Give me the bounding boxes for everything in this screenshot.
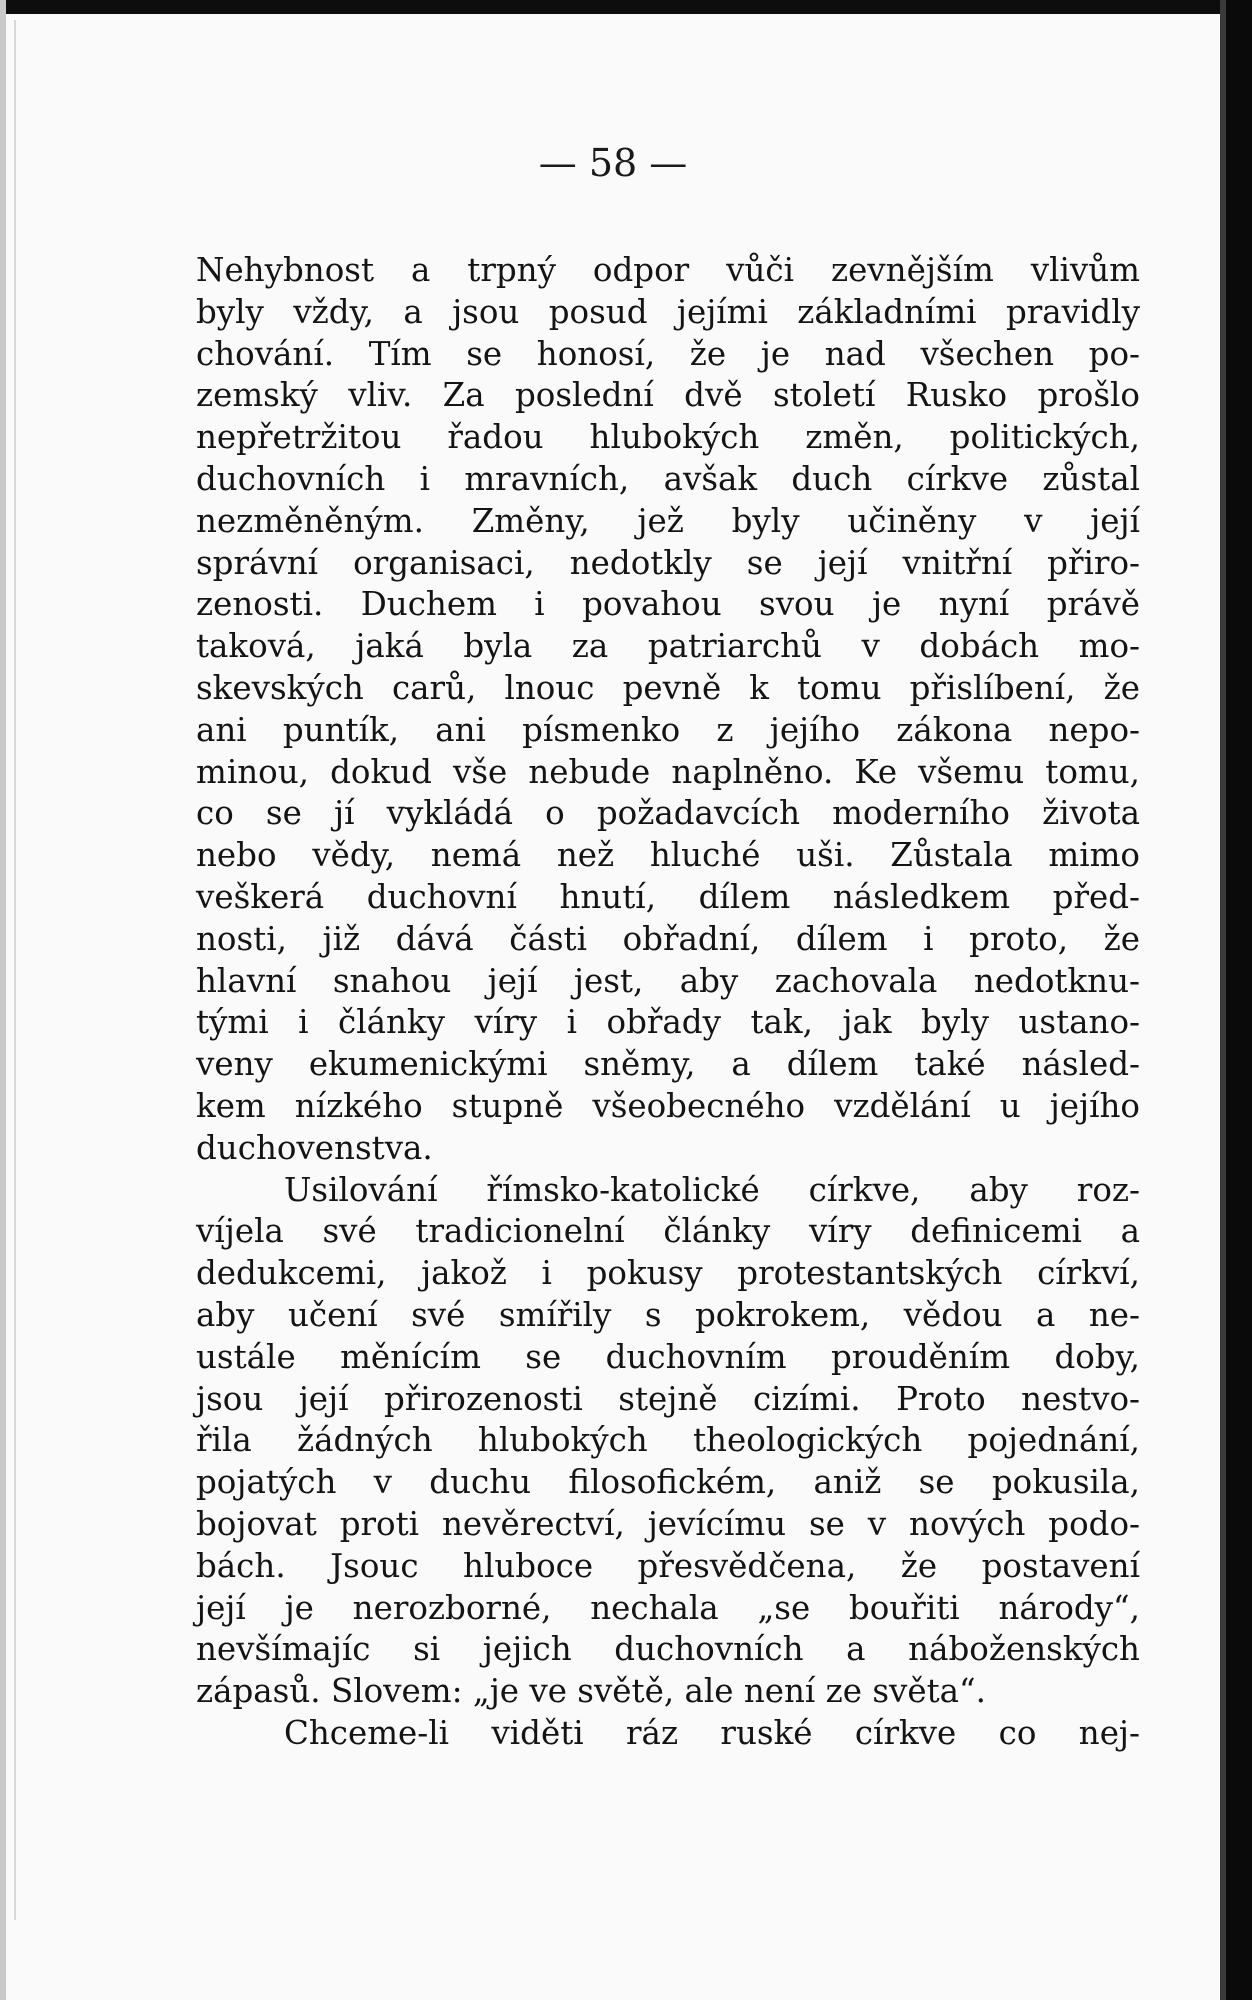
text-line: minou, dokud vše nebude naplněno. Ke všemu tomu, bbox=[196, 752, 1140, 791]
text-line: řila žádných hlubokých theologických pojednání, bbox=[196, 1421, 1140, 1460]
page-number: — 58 — bbox=[538, 141, 688, 185]
text-line: tými i články víry i obřady tak, jak byly ustano- bbox=[196, 1003, 1140, 1042]
text-line: nepřetržitou řadou hlubokých změn, politických, bbox=[196, 418, 1140, 457]
text-line: nezměněným. Změny, jež byly učiněny v její bbox=[196, 501, 1140, 540]
text-line: ani puntík, ani písmenko z jejího zákona nepo- bbox=[196, 710, 1140, 749]
text-line: ustále měnícím se duchovním prouděním doby, bbox=[196, 1337, 1140, 1376]
text-line: zápasů. Slovem: „je ve světě, ale není ze světa“. bbox=[196, 1672, 986, 1711]
text-line: zenosti. Duchem i povahou svou je nyní právě bbox=[196, 585, 1140, 624]
text-line: veškerá duchovní hnutí, dílem následkem před- bbox=[196, 877, 1140, 916]
text-line: dedukcemi, jakož i pokusy protestantských církví, bbox=[196, 1254, 1140, 1293]
text-line: Chceme-li viděti ráz ruské církve co nej- bbox=[284, 1713, 1140, 1752]
text-line: kem nízkého stupně všeobecného vzdělání u jejího bbox=[196, 1086, 1140, 1125]
text-line: skevských carů, lnouc pevně k tomu přislíbení, že bbox=[196, 668, 1140, 707]
text-line: hlavní snahou její jest, aby zachovala nedotknu- bbox=[196, 961, 1140, 1000]
text-line: nebo vědy, nemá než hluché uši. Zůstala mimo bbox=[196, 836, 1140, 875]
text-line: aby učení své smířily s pokrokem, vědou a ne- bbox=[196, 1295, 1140, 1334]
text-line: nevšímajíc si jejich duchovních a náboženských bbox=[196, 1630, 1140, 1669]
scan-border-top bbox=[0, 0, 1252, 14]
text-line: správní organisaci, nedotkly se její vnitřní přiro- bbox=[196, 543, 1140, 582]
text-line: chování. Tím se honosí, že je nad všechen po- bbox=[196, 334, 1140, 373]
text-line: Usilování římsko-katolické církve, aby roz- bbox=[284, 1170, 1140, 1209]
text-line: veny ekumenickými sněmy, a dílem také násled- bbox=[196, 1045, 1140, 1084]
text-line: bách. Jsouc hluboce přesvědčena, že postavení bbox=[196, 1546, 1140, 1585]
text-line: co se jí vykládá o požadavcích moderního života bbox=[196, 794, 1140, 833]
scan-border-right bbox=[1226, 0, 1252, 2000]
text-line: pojatých v duchu filosofickém, aniž se pokusila, bbox=[196, 1463, 1140, 1502]
text-line: taková, jaká byla za patriarchů v dobách mo- bbox=[196, 627, 1140, 666]
scan-border-left bbox=[0, 0, 6, 2000]
scan-gutter-line bbox=[14, 20, 16, 1920]
text-line: bojovat proti nevěrectví, jevícímu se v nových podo- bbox=[196, 1504, 1140, 1543]
text-line: duchovních i mravních, avšak duch církve zůstal bbox=[196, 459, 1140, 498]
text-line: duchovenstva. bbox=[196, 1128, 433, 1167]
text-line: zemský vliv. Za poslední dvě století Rusko prošlo bbox=[196, 376, 1140, 415]
text-line: Nehybnost a trpný odpor vůči zevnějším vlivům bbox=[196, 251, 1140, 289]
text-line: byly vždy, a jsou posud jejími základními pravidly bbox=[196, 292, 1140, 331]
body-text bbox=[196, 250, 1140, 1755]
text-line: nosti, již dává části obřadní, dílem i proto, že bbox=[196, 919, 1140, 958]
text-line: víjela své tradicionelní články víry definicemi a bbox=[196, 1212, 1140, 1251]
text-line: jsou její přirozenosti stejně cizími. Proto nestvo- bbox=[196, 1379, 1140, 1418]
text-line: její je nerozborné, nechala „se bouřiti národy“, bbox=[196, 1588, 1140, 1627]
